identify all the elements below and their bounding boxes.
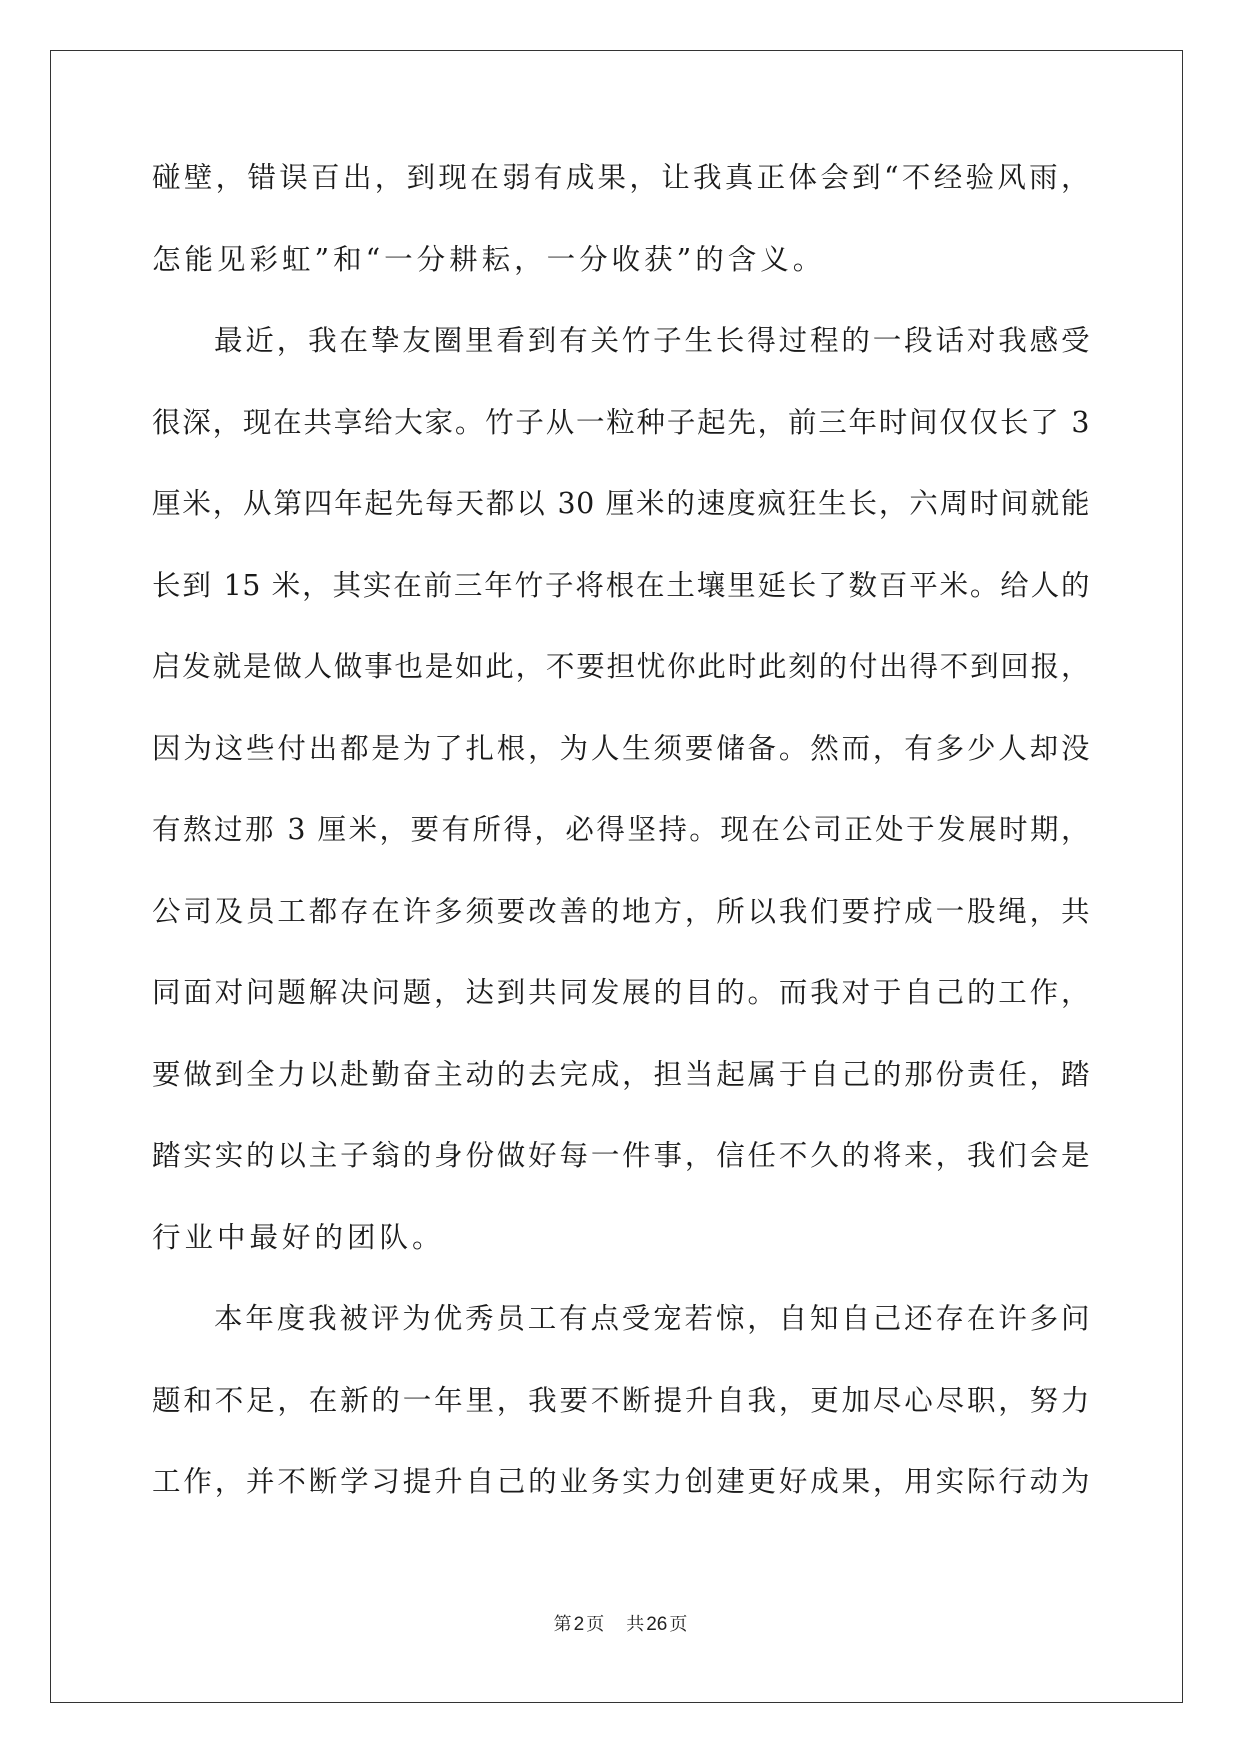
page-suffix: 页 — [586, 1614, 605, 1635]
text-line: 要做到全力以赴勤奋主动的去完成，担当起属于自己的那份责任，踏 — [152, 1057, 1090, 1091]
total-prefix: 共 — [626, 1614, 645, 1635]
text-line: 厘米，从第四年起先每天都以 30 厘米的速度疯狂生长，六周时间就能 — [152, 487, 1090, 520]
text-line: 同面对问题解决问题，达到共同发展的目的。而我对于自己的工作， — [152, 976, 1090, 1009]
page-prefix: 第 — [553, 1614, 572, 1635]
paragraph-first-line: 本年度我被评为优秀员工有点受宠若惊，自知自己还存在许多问 — [214, 1302, 1090, 1335]
text-line: 很深，现在共享给大家。竹子从一粒种子起先，前三年时间仅仅长了 3 — [152, 405, 1090, 439]
page-number: 2 — [573, 1614, 585, 1635]
text-line: 长到 15 米，其实在前三年竹子将根在土壤里延长了数百平米。给人的 — [152, 568, 1090, 602]
text-line: 启发就是做人做事也是如此，不要担忧你此时此刻的付出得不到回报， — [152, 650, 1090, 683]
page-footer — [0, 1610, 1241, 1636]
paragraph-first-line: 最近，我在挚友圈里看到有关竹子生长得过程的一段话对我感受 — [214, 324, 1090, 357]
text-line: 有熬过那 3 厘米，要有所得，必得坚持。现在公司正处于发展时期， — [152, 813, 1090, 846]
text-line: 碰壁，错误百出，到现在弱有成果，让我真正体会到“不经验风雨， — [152, 161, 1090, 194]
total-pages: 26 — [646, 1614, 668, 1635]
text-line: 工作，并不断学习提升自己的业务实力创建更好成果，用实际行动为 — [152, 1465, 1090, 1498]
text-line: 怎能见彩虹”和“一分耕耘，一分收获”的含义。 — [152, 242, 826, 276]
text-line: 踏实实的以主子翁的身份做好每一件事，信任不久的将来，我们会是 — [152, 1139, 1090, 1172]
total-suffix: 页 — [669, 1614, 688, 1635]
text-line: 公司及员工都存在许多须要改善的地方，所以我们要拧成一股绳，共 — [152, 894, 1090, 928]
text-line: 题和不足，在新的一年里，我要不断提升自我，更加尽心尽职，努力 — [152, 1383, 1090, 1417]
document-body — [152, 158, 1090, 1544]
text-line: 行业中最好的团队。 — [152, 1220, 445, 1254]
text-line: 因为这些付出都是为了扎根，为人生须要储备。然而，有多少人却没 — [152, 731, 1090, 765]
